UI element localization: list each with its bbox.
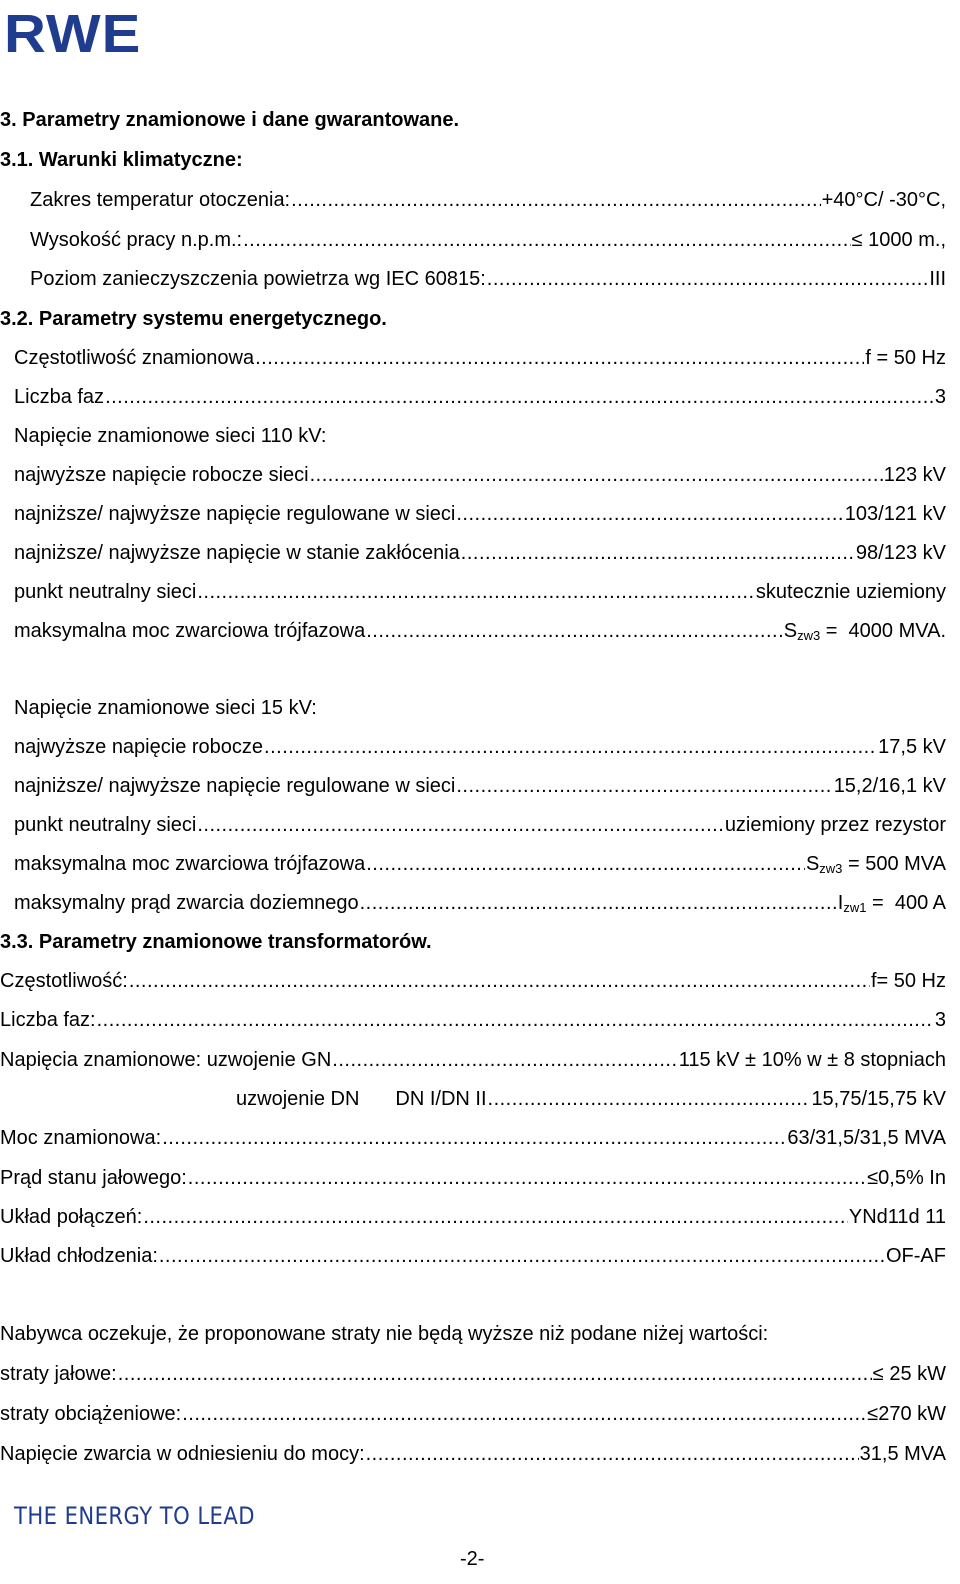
losses-row-no-load: straty jałowe: ..... ≤ 25 kW bbox=[0, 1360, 946, 1388]
footer-tagline: THE ENERGY TO LEAD bbox=[14, 1502, 255, 1530]
net-15-row-short-circuit: maksymalna moc zwarciowa trójfazowa ..... $S_{zw3} = 500$ MVA bbox=[14, 850, 946, 878]
losses-row-impedance: Napięcie zwarcia w odniesieniu do mocy: ..... 31,5 MVA bbox=[0, 1440, 946, 1468]
climate-row-pollution: Poziom zanieczyszczenia powietrza wg IEC 60815: ..... III bbox=[30, 265, 946, 293]
climate-row-temperature: Zakres temperatur otoczenia: ..... +40°C/ -30°C, bbox=[30, 186, 946, 214]
system-row-frequency: Częstotliwość znamionowa ..... f = 50 Hz bbox=[14, 344, 946, 372]
page-number: -2- bbox=[460, 1548, 485, 1570]
net-110-row-fault: najniższe/ najwyższe napięcie w stanie zakłócenia ..... 98/123 kV bbox=[14, 539, 946, 567]
section-3-3-heading: 3.3. Parametry znamionowe transformatorów. bbox=[0, 931, 432, 953]
transformer-row-hv-winding: Napięcia znamionowe: uzwojenie GN ..... 115 kV ± 10% w ± 8 stopniach bbox=[0, 1046, 946, 1074]
net-110-row-short-circuit: maksymalna moc zwarciowa trójfazowa ..... $S_{zw3} = 4000$ MVA. bbox=[14, 617, 946, 645]
net-15-row-max-voltage: najwyższe napięcie robocze ..... 17,5 kV bbox=[14, 733, 946, 761]
system-row-phases: Liczba faz ..... 3 bbox=[14, 383, 946, 411]
losses-row-load: straty obciążeniowe: ..... ≤270 kW bbox=[0, 1400, 946, 1428]
transformer-row-frequency: Częstotliwość: ..... f= 50 Hz bbox=[0, 967, 946, 995]
net-110-title: Napięcie znamionowe sieci 110 kV: bbox=[14, 425, 327, 447]
transformer-row-cooling: Układ chłodzenia: ..... OF-AF bbox=[0, 1242, 946, 1270]
net-15-row-earth-fault: maksymalny prąd zwarcia doziemnego ..... $I_{zw1} = 400$ A bbox=[14, 889, 946, 917]
rwe-logo bbox=[4, 4, 174, 78]
logo-reflection bbox=[4, 62, 172, 80]
net-110-row-max-voltage: najwyższe napięcie robocze sieci ..... 123 kV bbox=[14, 461, 946, 489]
transformer-row-no-load-current: Prąd stanu jałowego: ..... ≤0,5% In bbox=[0, 1164, 946, 1192]
net-15-title: Napięcie znamionowe sieci 15 kV: bbox=[14, 697, 317, 719]
losses-intro: Nabywca oczekuje, że proponowane straty nie będą wyższe niż podane niżej wartości: bbox=[0, 1323, 769, 1345]
logo-text: RWE bbox=[4, 4, 142, 65]
transformer-row-power: Moc znamionowa: ..... 63/31,5/31,5 MVA bbox=[0, 1124, 946, 1152]
section-3-heading: 3. Parametry znamionowe i dane gwarantowane. bbox=[0, 109, 460, 131]
net-110-row-neutral: punkt neutralny sieci ..... skutecznie uziemiony bbox=[14, 578, 946, 606]
net-110-row-regulated: najniższe/ najwyższe napięcie regulowane w sieci ..... 103/121 kV bbox=[14, 500, 946, 528]
climate-row-altitude: Wysokość pracy n.p.m.: ..... ≤ 1000 m., bbox=[30, 226, 946, 254]
transformer-row-lv-winding: uzwojenie DN DN I/DN II ..... 15,75/15,75 kV bbox=[236, 1085, 946, 1113]
net-15-row-neutral: punkt neutralny sieci ..... uziemiony przez rezystor bbox=[14, 811, 946, 839]
transformer-row-vector-group: Układ połączeń: ..... YNd11d 11 bbox=[0, 1203, 946, 1231]
transformer-row-phases: Liczba faz: ..... 3 bbox=[0, 1006, 946, 1034]
net-15-row-regulated: najniższe/ najwyższe napięcie regulowane w sieci ..... 15,2/16,1 kV bbox=[14, 772, 946, 800]
section-3-1-heading: 3.1. Warunki klimatyczne: bbox=[0, 149, 243, 171]
section-3-2-heading: 3.2. Parametry systemu energetycznego. bbox=[0, 308, 387, 330]
